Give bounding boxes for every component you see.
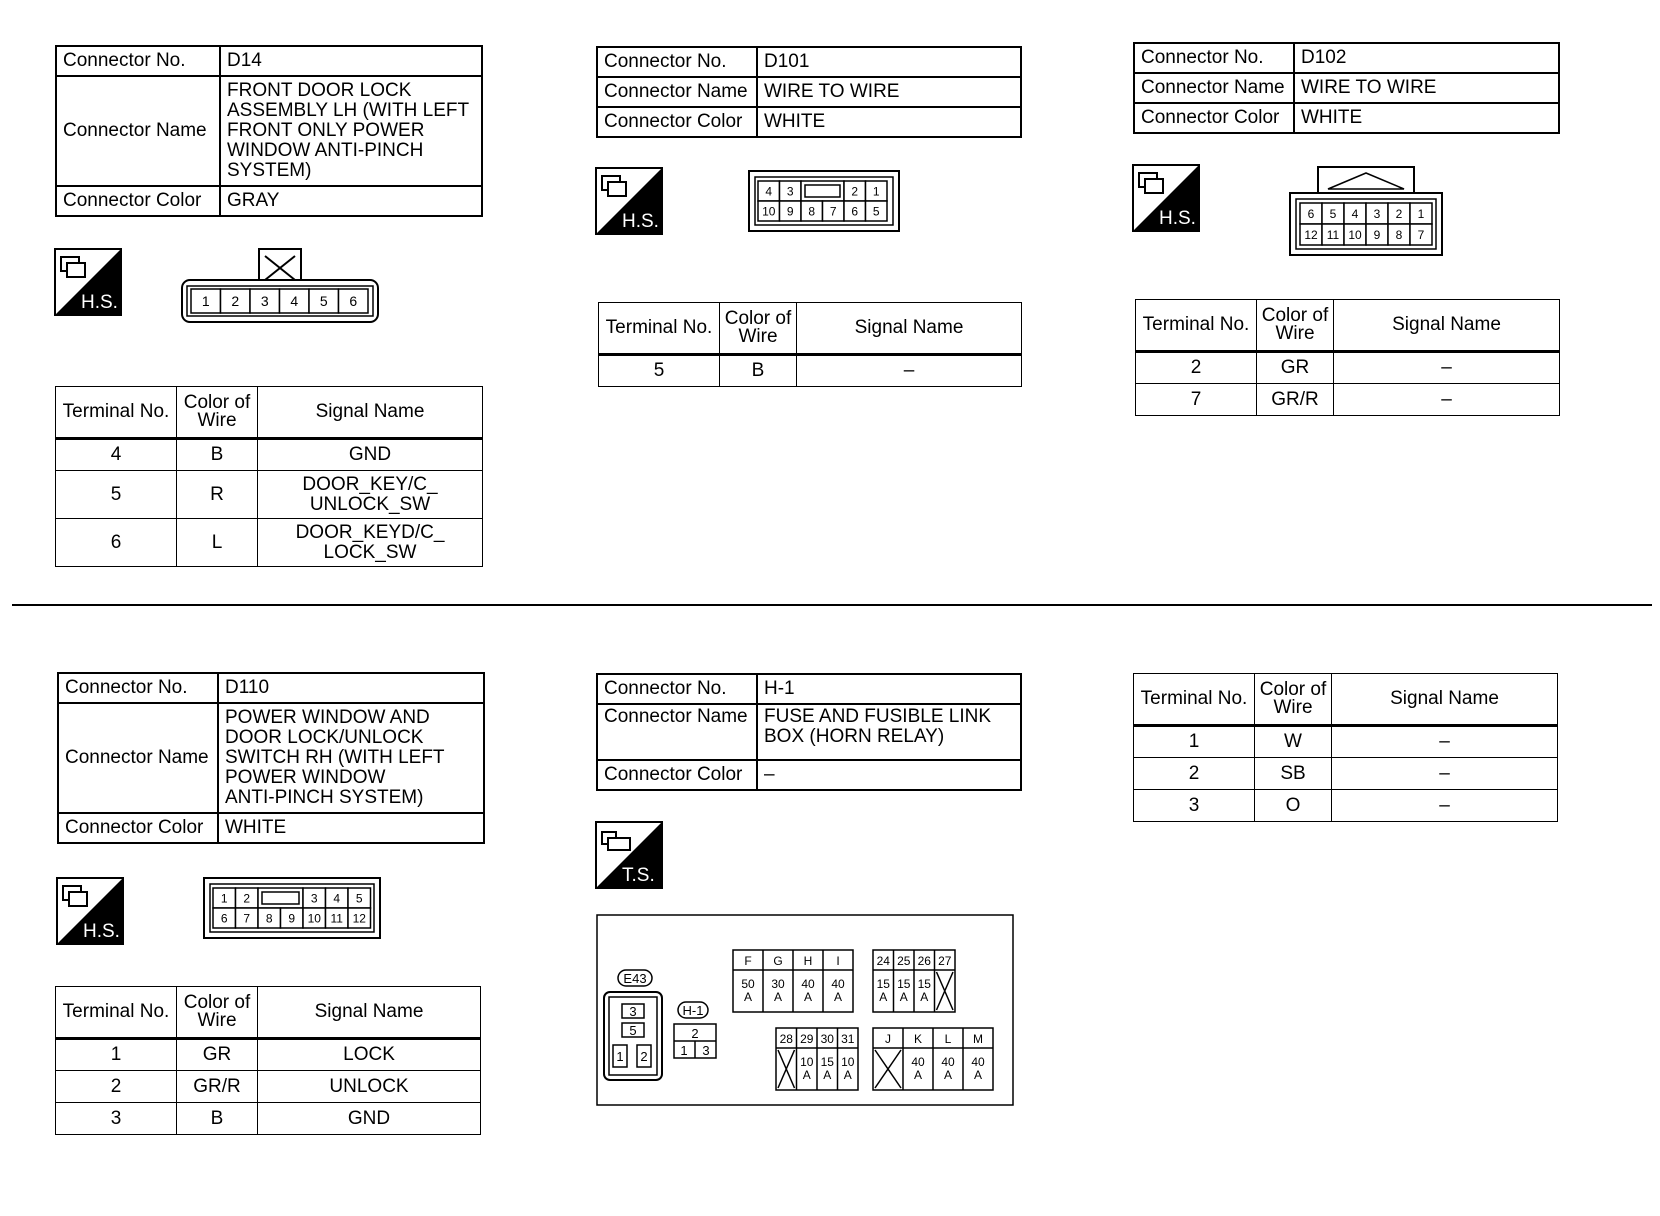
connector-info-d102 [1133,42,1560,134]
signal-name: – [1334,384,1560,416]
relay-pin: 1 [616,1049,624,1064]
relay-pin: 5 [629,1023,637,1038]
signal-line: UNLOCK_SW [309,493,431,515]
fuse-unit: A [802,1068,811,1082]
name-line: SYSTEM) [227,160,312,181]
label-connector-name: Connector Name [1134,73,1294,103]
fuse-slot-label: K [913,1032,923,1046]
table-row [1134,758,1558,790]
value-connector-color: – [757,760,1021,790]
badge-text: H.S. [1159,208,1196,229]
signal-line: DOOR_KEY/C_ [302,473,438,495]
value-connector-color: WHITE [1294,103,1559,133]
header-terminal-no: Terminal No. [56,987,177,1039]
fuse-slot-label: 26 [917,954,931,968]
fuse-slot-label: H [803,954,813,968]
name-line: POWER WINDOW [225,767,386,788]
pin-label: 4 [765,184,773,199]
label-connector-name: Connector Name [56,76,220,186]
header-terminal-no: Terminal No. [599,303,720,355]
wire-color: O [1255,790,1332,822]
fuse-slot-label: F [744,954,752,968]
fuse-slot-label: J [885,1032,891,1046]
terminal-no: 2 [56,1071,177,1103]
name-line: FUSE AND FUSIBLE LINK [764,706,992,727]
pin-label: 2 [231,293,240,310]
value-connector-no: D14 [220,46,482,76]
signal-name: – [1332,726,1558,758]
fuse-unit: A [913,1068,923,1082]
pin-label: 12 [352,911,366,926]
wire-color: GR/R [1257,384,1334,416]
fuse-rating: 15 [876,977,890,991]
header-color-of-wire: Color of Wire [1257,300,1334,352]
connector-info-d110 [57,672,485,844]
fuse-rating: 10 [841,1055,855,1069]
fuse-unit: A [823,1068,832,1082]
wire-color: GR [1257,352,1334,384]
pin-label: 2 [243,891,251,906]
header-signal-name: Signal Name [1334,300,1560,352]
connector-info-d14 [55,45,483,217]
signal-name: LOCK [258,1039,481,1071]
signal-name: GND [258,1103,481,1135]
pin-label: 8 [808,204,816,219]
signal-line: LOCK_SW [323,541,417,563]
value-connector-name [220,76,482,186]
signal-name: GND [258,439,483,471]
label-connector-color: Connector Color [56,186,220,216]
table-row [1136,352,1560,384]
name-line: POWER WINDOW AND [225,707,430,728]
signal-name [258,471,483,519]
fuse-slot-label: 27 [938,954,952,968]
label-connector-color: Connector Color [597,760,757,790]
header-color-of-wire: Color of Wire [1255,674,1332,726]
header-terminal-no: Terminal No. [56,387,177,439]
pin-label: 3 [310,891,318,906]
signal-name: – [1332,790,1558,822]
connector-info-d101 [596,46,1022,138]
terminal-no: 4 [56,439,177,471]
relay-pin: 2 [640,1049,648,1064]
value-connector-no: D102 [1294,43,1559,73]
wire-color: W [1255,726,1332,758]
fuse-unit: A [833,990,843,1004]
fuse-unit: A [743,990,753,1004]
pin-label: 3 [786,184,794,199]
name-line: FRONT ONLY POWER [227,120,425,141]
pin-label: 6 [1307,206,1315,221]
wire-color: R [177,471,258,519]
badge-text: H.S. [81,292,118,313]
pin-label: 2 [851,184,859,199]
pin-label: 7 [243,911,251,926]
name-line: ANTI-PINCH SYSTEM) [225,787,424,808]
table-row [56,471,483,519]
wire-color: B [177,1103,258,1135]
label-connector-no: Connector No. [56,46,220,76]
name-line: FRONT DOOR LOCK [227,80,412,101]
terminal-table-d110 [55,986,481,1135]
terminal-table-h1 [1133,673,1558,822]
connector-info-h1 [596,673,1022,791]
value-connector-name: WIRE TO WIRE [1294,73,1559,103]
wire-color: GR/R [177,1071,258,1103]
fuse-rating: 40 [911,1055,925,1069]
pin-label: 9 [1373,227,1381,242]
fuse-rating: 40 [941,1055,955,1069]
value-connector-no: D110 [218,673,484,703]
header-terminal-no: Terminal No. [1136,300,1257,352]
fuse-unit: A [920,990,929,1004]
pin-label: 1 [1417,206,1425,221]
fuse-unit: A [773,990,783,1004]
pin-label: 1 [872,184,880,199]
wire-color: GR [177,1039,258,1071]
fuse-slot-label: I [836,954,840,968]
fuse-rating: 15 [820,1055,834,1069]
table-row [599,355,1022,387]
pin-label: 9 [288,911,296,926]
fuse-rating: 40 [971,1055,985,1069]
fuse-slot-label: 24 [876,954,890,968]
badge-text: H.S. [622,211,659,232]
terminal-no: 2 [1136,352,1257,384]
badge-text: T.S. [622,865,655,886]
fuse-rating: 10 [800,1055,814,1069]
header-signal-name: Signal Name [797,303,1022,355]
value-connector-color: WHITE [218,813,484,843]
relay-pin: 3 [629,1004,637,1019]
fuse-rating: 30 [771,977,785,991]
label-connector-color: Connector Color [597,107,757,137]
label-connector-color: Connector Color [1134,103,1294,133]
fuse-rating: 15 [897,977,911,991]
table-row [1134,726,1558,758]
name-line: WINDOW ANTI-PINCH [227,140,424,161]
table-row [56,439,483,471]
fuse-unit: A [899,990,908,1004]
pin-label: 5 [1329,206,1337,221]
value-connector-name [757,704,1021,760]
value-connector-name [218,703,484,813]
signal-name: – [797,355,1022,387]
pin-label: 3 [260,293,269,310]
terminal-no: 6 [56,519,177,567]
pin-label: 5 [355,891,363,906]
connector-face-d14 [180,248,380,324]
fusible-links-f-i [733,950,853,1012]
relay-pin: 2 [691,1026,699,1041]
section-divider [12,604,1652,606]
pin-label: 10 [307,911,321,926]
fuse-unit: A [943,1068,953,1082]
badge-text: H.S. [83,921,120,942]
key-slot [258,888,303,908]
header-signal-name: Signal Name [258,387,483,439]
fuse-rating: 15 [917,977,931,991]
wire-color: B [720,355,797,387]
connector-face-d110 [203,877,381,939]
label-connector-name: Connector Name [58,703,218,813]
value-connector-color: WHITE [757,107,1021,137]
terminal-side-badge-icon [596,822,662,888]
fuse-slot-label: 29 [800,1032,814,1046]
label-connector-no: Connector No. [597,674,757,704]
fuse-slot-label: M [973,1032,983,1046]
value-connector-no: D101 [757,47,1021,77]
terminal-no: 5 [599,355,720,387]
pin-label: 6 [851,204,859,219]
pin-label: 9 [786,204,794,219]
pin-label: 5 [872,204,880,219]
pin-label: 4 [333,891,341,906]
label-connector-name: Connector Name [597,704,757,760]
terminal-no: 3 [1134,790,1255,822]
terminal-no: 5 [56,471,177,519]
name-line: BOX (HORN RELAY) [764,726,945,747]
terminal-no: 2 [1134,758,1255,790]
signal-name: – [1334,352,1560,384]
table-row [1134,790,1558,822]
fuses-24-27 [873,950,955,1012]
signal-name [258,519,483,567]
pin-label: 4 [290,293,299,310]
fuse-rating: 40 [831,977,845,991]
table-row [56,519,483,567]
fuse-slot-label: G [773,954,783,968]
fuse-box-diagram [596,914,1014,1106]
label-connector-color: Connector Color [58,813,218,843]
header-color-of-wire: Color of Wire [177,387,258,439]
fusible-links-j-m [873,1028,993,1090]
label-connector-no: Connector No. [597,47,757,77]
signal-name: – [1332,758,1558,790]
fuses-28-31 [776,1028,858,1090]
header-color-of-wire: Color of Wire [720,303,797,355]
header-signal-name: Signal Name [1332,674,1558,726]
terminal-table-d14 [55,386,483,567]
fuse-rating: 40 [801,977,815,991]
harness-side-badge-icon [55,249,121,315]
connector-face-d102 [1288,165,1444,257]
pin-label: 1 [201,293,210,310]
pin-label: 10 [1348,227,1362,242]
relay-pin: 3 [702,1043,710,1058]
key-slot [801,181,844,201]
value-connector-no: H-1 [757,674,1021,704]
label-connector-no: Connector No. [1134,43,1294,73]
relay-pin: 1 [680,1043,688,1058]
name-line: ASSEMBLY LH (WITH LEFT [227,100,470,121]
label-connector-name: Connector Name [597,77,757,107]
relay-tag: H-1 [682,1003,704,1018]
fuse-unit: A [879,990,888,1004]
pin-label: 4 [1351,206,1359,221]
fuse-unit: A [843,1068,852,1082]
harness-side-badge-icon [57,878,123,944]
fuse-slot-label: 31 [841,1032,855,1046]
table-row [56,1039,481,1071]
table-row [56,1071,481,1103]
relay-tag: E43 [623,971,647,986]
fuse-slot-label: 25 [897,954,911,968]
header-color-of-wire: Color of Wire [177,987,258,1039]
pin-label: 3 [1373,206,1381,221]
pin-label: 5 [319,293,328,310]
header-signal-name: Signal Name [258,987,481,1039]
pin-label: 6 [349,293,358,310]
value-connector-color: GRAY [220,186,482,216]
value-connector-name: WIRE TO WIRE [757,77,1021,107]
terminal-table-d101 [598,302,1022,387]
harness-side-badge-icon [1133,165,1199,231]
terminal-no: 1 [1134,726,1255,758]
pin-label: 7 [829,204,837,219]
header-terminal-no: Terminal No. [1134,674,1255,726]
terminal-table-d102 [1135,299,1560,416]
harness-side-badge-icon [596,168,662,234]
table-row [1136,384,1560,416]
wire-color: SB [1255,758,1332,790]
pin-label: 2 [1395,206,1403,221]
fuse-slot-label: L [944,1032,952,1046]
terminal-no: 7 [1136,384,1257,416]
terminal-no: 1 [56,1039,177,1071]
pin-label: 1 [220,891,228,906]
fuse-rating: 50 [741,977,755,991]
name-line: DOOR LOCK/UNLOCK [225,727,424,748]
fuse-unit: A [973,1068,983,1082]
fuse-slot-label: 28 [779,1032,793,1046]
connector-face-d101 [748,170,900,232]
label-connector-no: Connector No. [58,673,218,703]
pin-label: 11 [330,911,343,926]
signal-name: UNLOCK [258,1071,481,1103]
pin-label: 12 [1304,227,1318,242]
signal-line: DOOR_KEYD/C_ [295,521,445,543]
wire-color: L [177,519,258,567]
pin-label: 10 [762,204,776,219]
pin-label: 6 [220,911,228,926]
table-row [56,1103,481,1135]
terminal-no: 3 [56,1103,177,1135]
pin-label: 8 [1395,227,1403,242]
pin-label: 7 [1417,227,1425,242]
pin-label: 8 [265,911,273,926]
name-line: SWITCH RH (WITH LEFT [225,747,445,768]
fuse-slot-label: 30 [820,1032,834,1046]
wire-color: B [177,439,258,471]
fuse-unit: A [803,990,813,1004]
pin-label: 11 [1326,227,1340,242]
